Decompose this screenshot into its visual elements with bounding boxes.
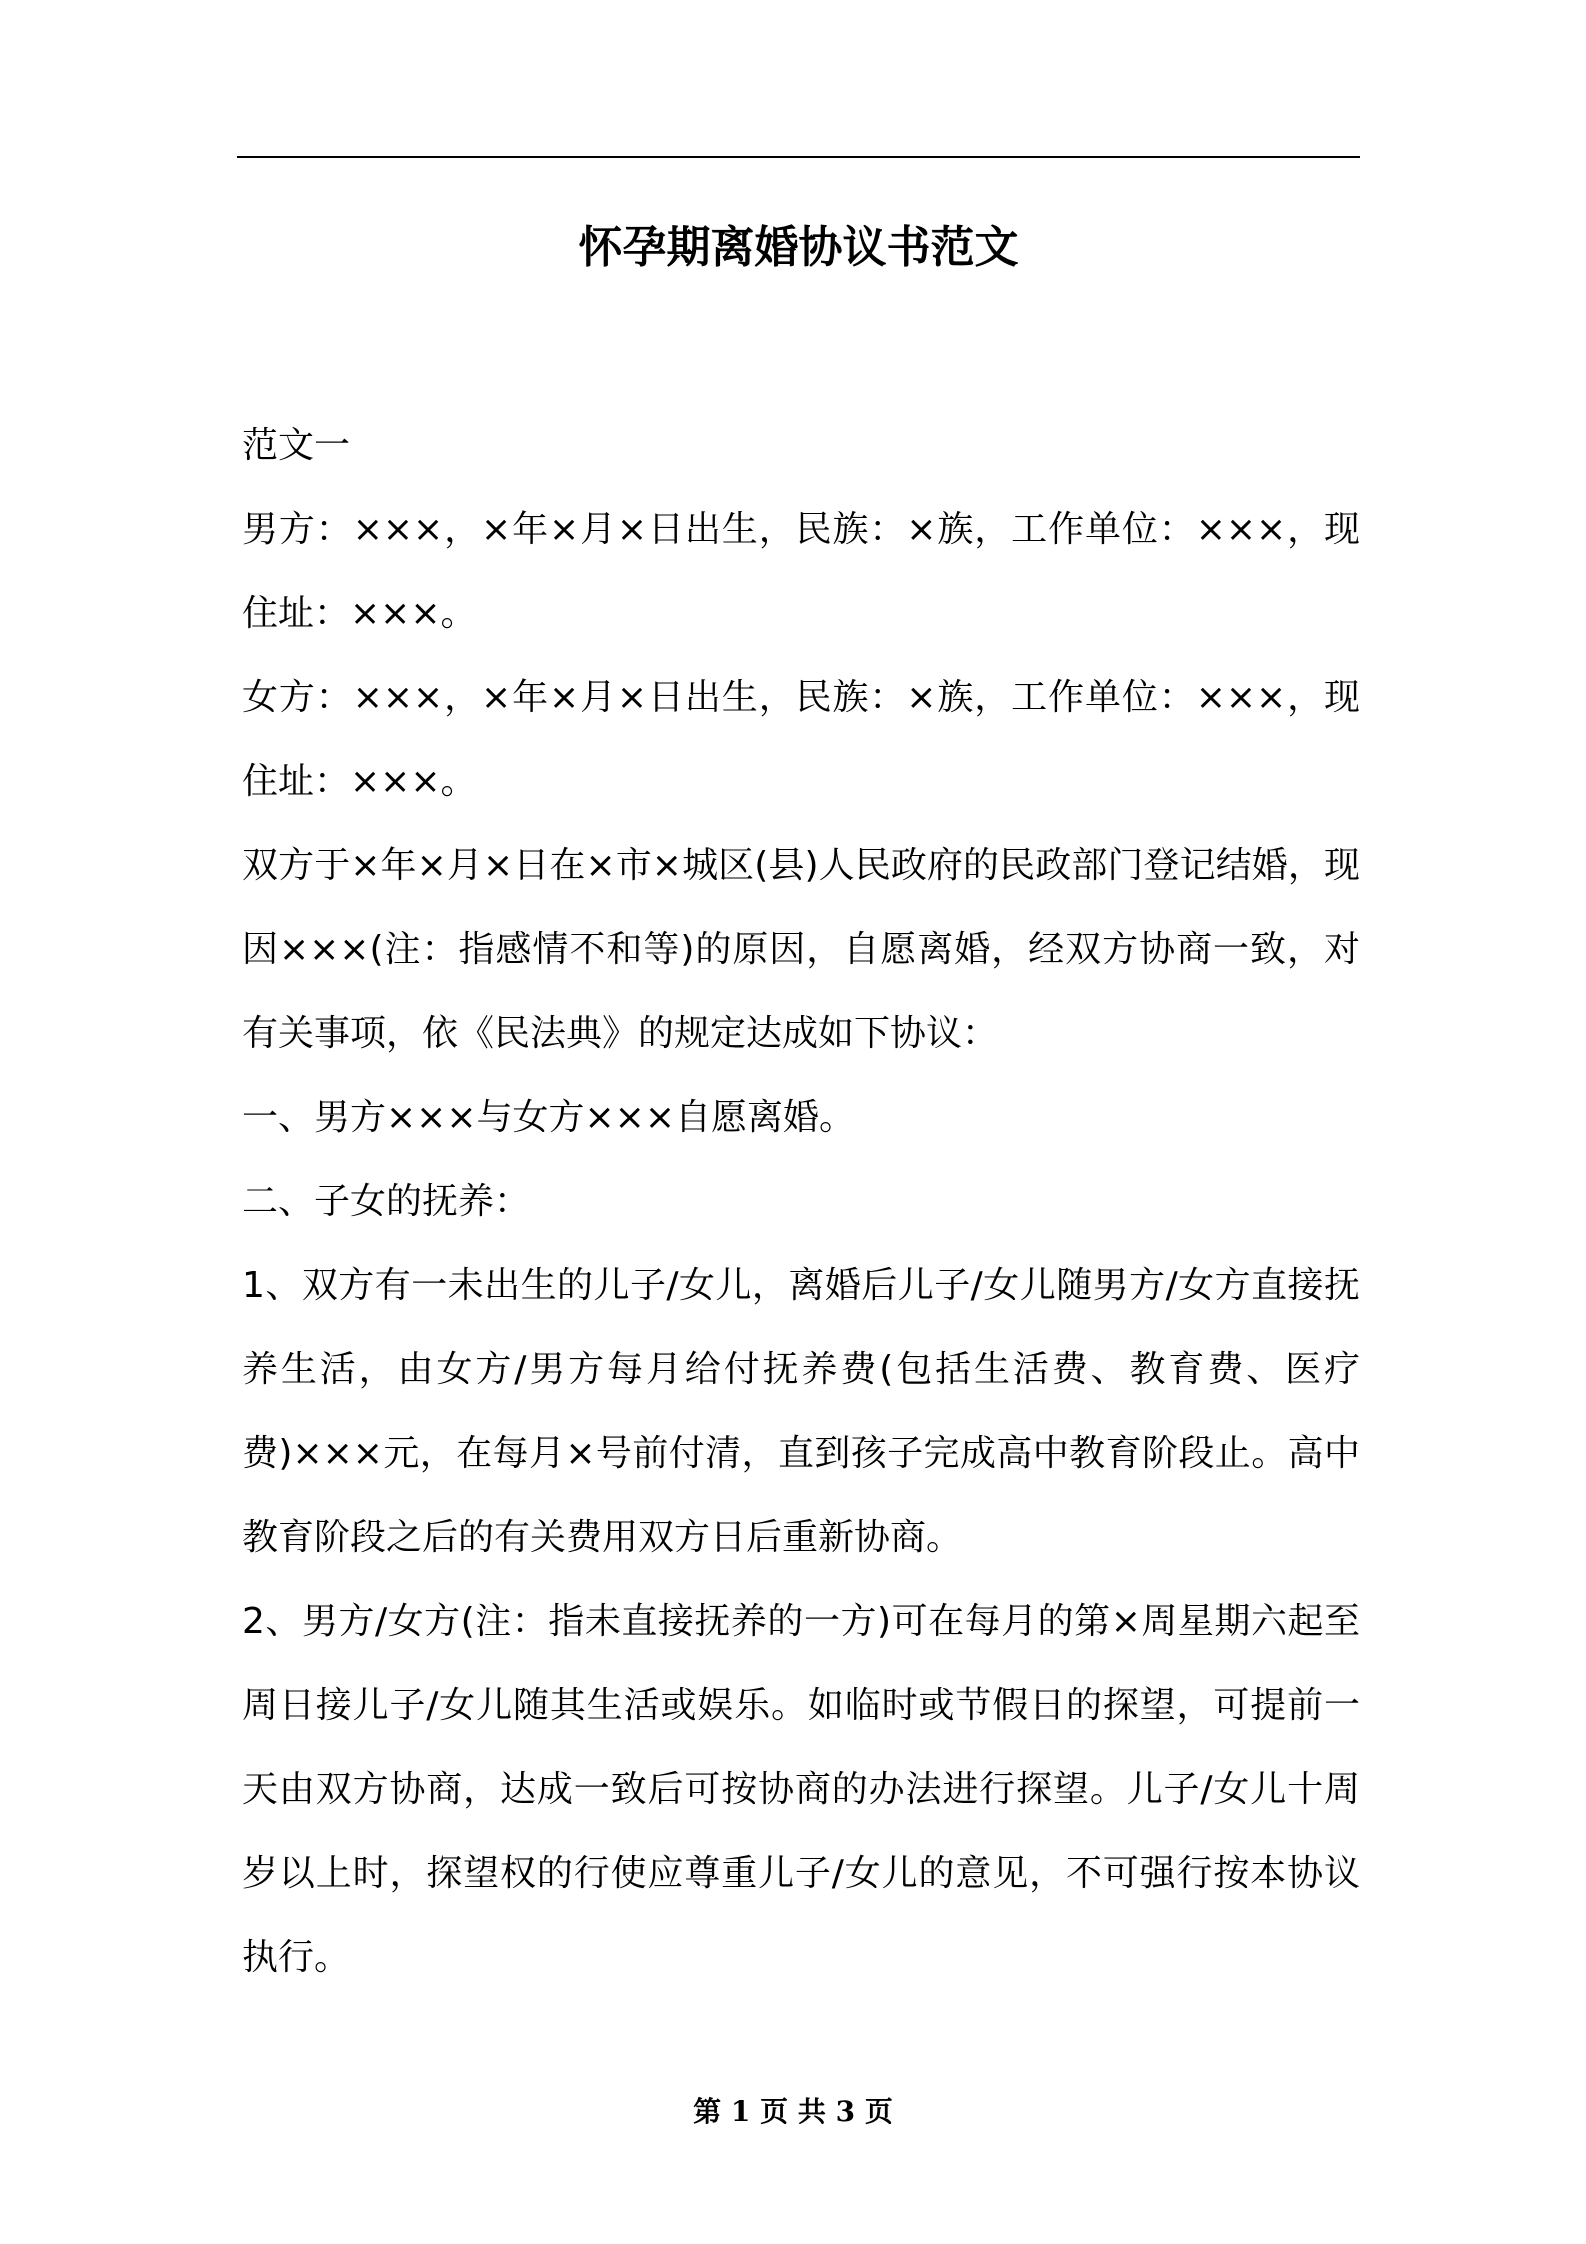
section-heading: 范文一 (242, 425, 351, 466)
paragraph-clause-2-1: 1、双方有一未出生的儿子/女儿，离婚后儿子/女儿随男方/女方直接抚养生活，由女方/男方每月给付抚养费(包括生活费、教育费、医疗费)×××元，在每月×号前付清，直到孩子完成高中教育阶段止。高中教育阶段之后的有关费用双方日后重新协商。 (242, 1265, 1360, 1558)
paragraph-clause-2-2: 2、男方/女方(注：指未直接抚养的一方)可在每月的第×周星期六起至周日接儿子/女儿随其生活或娱乐。如临时或节假日的探望，可提前一天由双方协商，达成一致后可按协商的办法进行探望。儿子/女儿十周岁以上时，探望权的行使应尊重儿子/女儿的意见，不可强行按本协议执行。 (242, 1601, 1360, 1978)
document-body (242, 404, 1360, 2000)
document-title: 怀孕期离婚协议书范文 (578, 222, 1019, 273)
header-rule (237, 156, 1360, 158)
paragraph-male-party: 男方：×××，×年×月×日出生，民族：×族，工作单位：×××，现住址：×××。 (242, 509, 1360, 634)
paragraph-clause-2-heading: 二、子女的抚养： (242, 1181, 531, 1222)
paragraph-preamble: 双方于×年×月×日在×市×城区(县)人民政府的民政部门登记结婚，现因×××(注：指感情不和等)的原因，自愿离婚，经双方协商一致，对有关事项，依《民法典》的规定达成如下协议： (242, 845, 1360, 1054)
paragraph-clause-1: 一、男方×××与女方×××自愿离婚。 (242, 1097, 855, 1138)
paragraph-female-party: 女方：×××，×年×月×日出生，民族：×族，工作单位：×××，现住址：×××。 (242, 677, 1360, 802)
page-footer: 第 1 页 共 3 页 (693, 2095, 893, 2128)
